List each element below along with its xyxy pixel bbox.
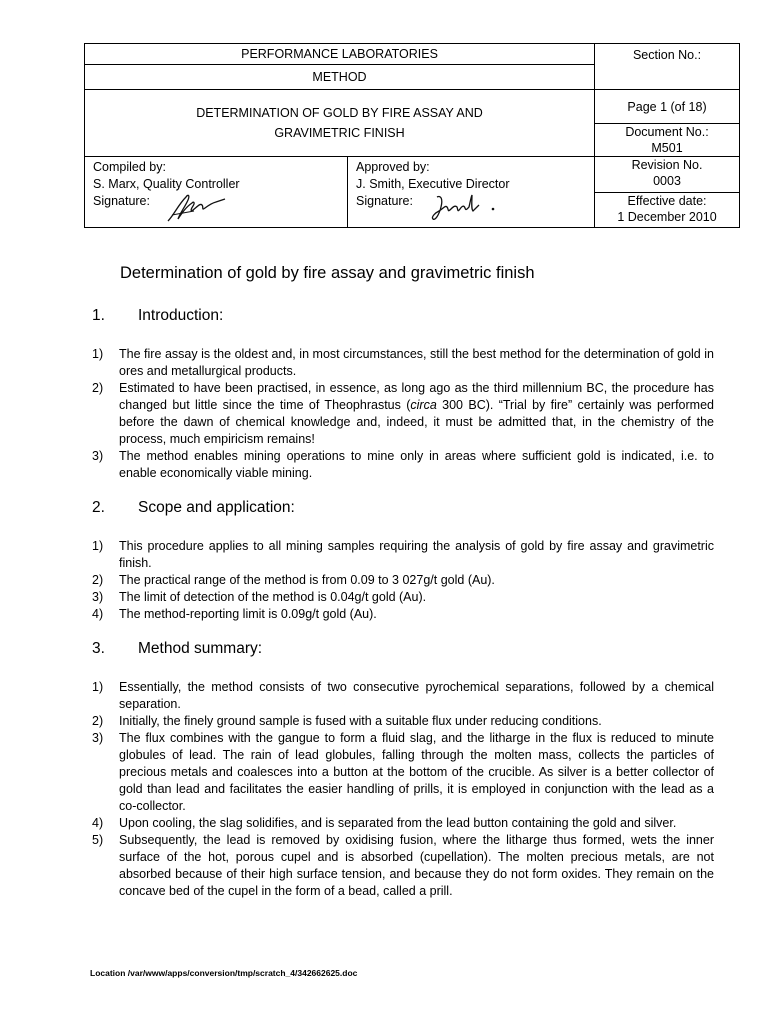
section-number: 3. bbox=[92, 640, 105, 657]
list-item-text: This procedure applies to all mining samples requiring the analysis of gold by fire assay and gravimetric finish. bbox=[119, 539, 714, 570]
list-item-number: 2) bbox=[92, 714, 104, 728]
approved-signature-label: Signature: bbox=[356, 194, 413, 208]
section-heading-scope bbox=[92, 498, 732, 518]
document-no-cell bbox=[595, 124, 740, 157]
list-item-text: Initially, the finely ground sample is fused with a suitable flux under reducing conditions. bbox=[119, 714, 602, 728]
list-item bbox=[92, 346, 714, 380]
section-no-label: Section No.: bbox=[595, 44, 740, 90]
revision-cell bbox=[595, 157, 740, 193]
list-item-number: 3) bbox=[92, 590, 104, 604]
section-number: 1. bbox=[92, 307, 105, 324]
compiled-label: Compiled by: bbox=[93, 160, 166, 174]
list-item-text: Subsequently, the lead is removed by oxidising fusion, where the litharge thus formed, wets the inner surface of the hot, porous cupel and is absorbed (cupellation). The molten precious metals, are not absorbed because of their high surface tension, and because they do not form oxides. They remain on the concave bed of the cupel in the form of a bead, called a prill. bbox=[119, 833, 714, 898]
approved-name: J. Smith, Executive Director bbox=[356, 177, 510, 191]
list-item-text-italic: circa bbox=[410, 398, 437, 412]
list-item-number: 2) bbox=[92, 573, 104, 587]
revision-label: Revision No. bbox=[631, 158, 703, 172]
list-item bbox=[92, 572, 714, 589]
list-item-text: The method-reporting limit is 0.09g/t gold (Au). bbox=[119, 607, 377, 621]
method-summary-list bbox=[92, 679, 714, 900]
list-item bbox=[92, 538, 714, 572]
list-item-text: The method enables mining operations to mine only in areas where sufficient gold is indicated, i.e. to enable economically viable mining. bbox=[119, 449, 714, 480]
list-item-text-part: 300 BC). “Trial by fire” certainly was performed before the dawn of chemical knowledge and, indeed, it must be admitted that, in the chemistry of the process, much empiricism remains! bbox=[119, 398, 714, 446]
list-item bbox=[92, 448, 714, 482]
list-item-text: Essentially, the method consists of two consecutive pyrochemical separations, followed by a chemical separation. bbox=[119, 680, 714, 711]
header-table bbox=[84, 43, 740, 228]
section-title: Scope and application: bbox=[138, 499, 295, 516]
compiled-name: S. Marx, Quality Controller bbox=[93, 177, 240, 191]
list-item-text: The flux combines with the gangue to form a fluid slag, and the litharge in the flux is reduced to minute globules of lead. The rain of lead globules, falling through the molten mass, collects the particles of precious metals and coalesces into a button at the bottom of the crucible. As silver is a better collector of gold than lead and facilitates the easier handling of prills, it is employed in conjunction with the lead as a co-collector. bbox=[119, 731, 714, 813]
list-item-number: 2) bbox=[92, 381, 104, 395]
document-no-label: Document No.: bbox=[625, 125, 709, 139]
approved-cell bbox=[348, 157, 595, 228]
document-title: Determination of gold by fire assay and gravimetric finish bbox=[120, 264, 535, 282]
compiled-cell bbox=[85, 157, 348, 228]
list-item-text: Upon cooling, the slag solidifies, and is separated from the lead button containing the gold and silver. bbox=[119, 816, 677, 830]
doc-header-title-line1: DETERMINATION OF GOLD BY FIRE ASSAY AND bbox=[196, 106, 483, 120]
list-item bbox=[92, 832, 714, 900]
list-item bbox=[92, 730, 714, 815]
section-heading-method-summary bbox=[92, 639, 732, 659]
list-item-text-part: Estimated to have been practised, in essence, as long ago as the third millennium BC, the procedure has changed but little since the time of Theophrastus ( bbox=[119, 381, 714, 412]
list-item-text: The fire assay is the oldest and, in most circumstances, still the best method for the determination of gold in ores and metallurgical products. bbox=[119, 347, 714, 378]
section-number: 2. bbox=[92, 499, 105, 516]
list-item bbox=[92, 679, 714, 713]
list-item-number: 1) bbox=[92, 680, 104, 694]
list-item-number: 4) bbox=[92, 816, 104, 830]
compiled-signature-label: Signature: bbox=[93, 194, 150, 208]
compiled-signature-icon bbox=[164, 191, 228, 225]
scope-list bbox=[92, 538, 714, 623]
list-item bbox=[92, 815, 714, 832]
list-item-number: 5) bbox=[92, 833, 104, 847]
list-item-number: 1) bbox=[92, 539, 104, 553]
section-heading-introduction bbox=[92, 306, 732, 326]
section-title: Method summary: bbox=[138, 640, 263, 657]
list-item bbox=[92, 713, 714, 730]
list-item-text: The limit of detection of the method is 0.04g/t gold (Au). bbox=[119, 590, 427, 604]
list-item-number: 4) bbox=[92, 607, 104, 621]
approved-label: Approved by: bbox=[356, 160, 430, 174]
effective-label: Effective date: bbox=[627, 193, 707, 208]
list-item bbox=[92, 589, 714, 606]
doc-header-title-line2: GRAVIMETRIC FINISH bbox=[274, 126, 405, 140]
approved-signature-icon bbox=[427, 191, 507, 225]
lab-name: PERFORMANCE LABORATORIES bbox=[85, 44, 595, 65]
doc-type: METHOD bbox=[85, 65, 595, 90]
doc-header-title bbox=[85, 90, 595, 157]
list-item-text: The practical range of the method is from 0.09 to 3 027g/t gold (Au). bbox=[119, 573, 495, 587]
revision-no: 0003 bbox=[653, 174, 681, 188]
effective-date: 1 December 2010 bbox=[617, 209, 717, 224]
section-title: Introduction: bbox=[138, 307, 224, 324]
introduction-list bbox=[92, 346, 714, 482]
list-item bbox=[92, 380, 714, 448]
document-no: M501 bbox=[651, 141, 683, 155]
list-item-number: 3) bbox=[92, 731, 104, 745]
page-indicator: Page 1 (of 18) bbox=[595, 90, 740, 124]
list-item bbox=[92, 606, 714, 623]
list-item-text bbox=[119, 380, 714, 448]
list-item-number: 3) bbox=[92, 449, 104, 463]
effective-date-cell bbox=[595, 192, 740, 228]
file-location-footer: Location /var/www/apps/conversion/tmp/scratch_4/342662625.doc bbox=[90, 968, 358, 978]
list-item-number: 1) bbox=[92, 347, 104, 361]
